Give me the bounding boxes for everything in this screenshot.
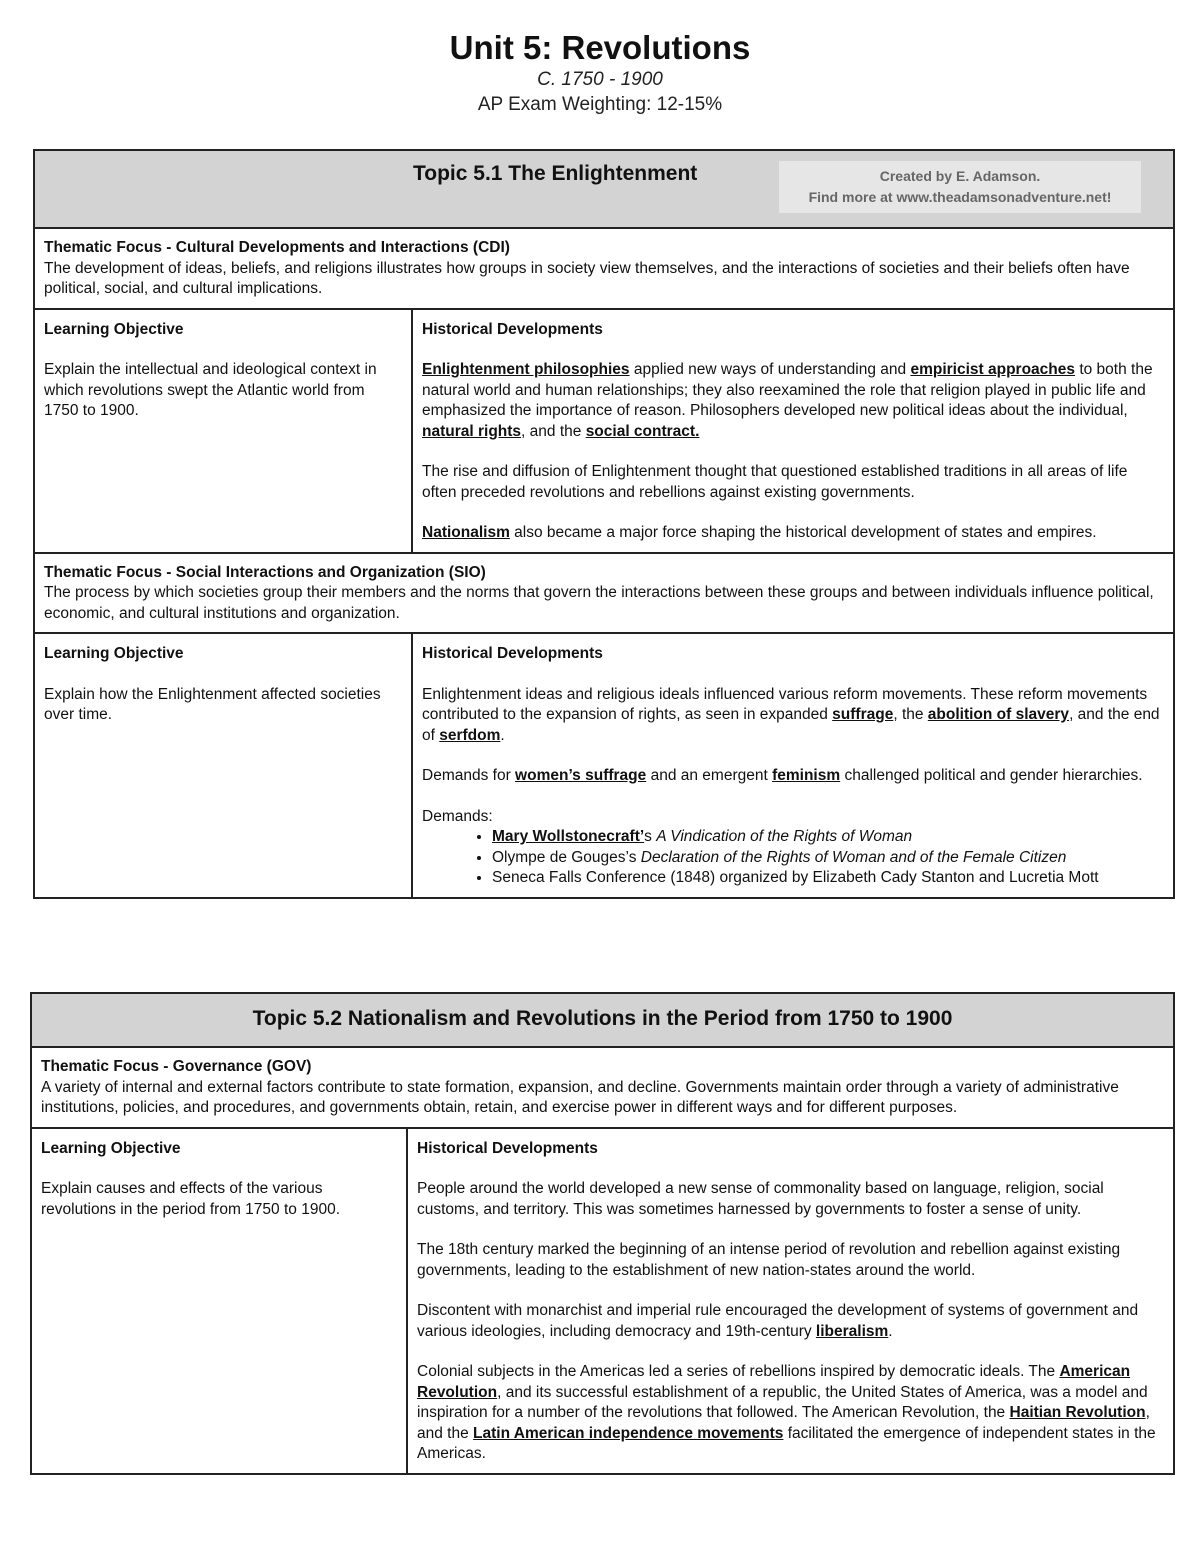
development-paragraph: The rise and diffusion of Enlightenment thought that questioned established traditions in all areas of life often preceded revolutions and rebellions against existing governments.: [422, 463, 1128, 501]
thematic-focus-text: A variety of internal and external factors contribute to state formation, expansion, and decline. Governments maintain order through a variety of administrative institutions, policies, and procedures, and governments obtain, retain, and exercise power in different ways and for different purposes.: [41, 1078, 1119, 1116]
thematic-focus-title: Thematic Focus - Social Interactions and Organization (SIO): [44, 563, 486, 581]
key-term: suffrage: [832, 706, 894, 723]
demands-list: [422, 827, 1164, 889]
key-term: women’s suffrage: [515, 767, 647, 784]
work-title: Declaration of the Rights of Woman and of the Female Citizen: [640, 848, 1067, 866]
key-term: feminism: [772, 767, 841, 784]
topic-5-2-table: [30, 992, 1175, 1475]
thematic-focus-sio: [34, 553, 1174, 634]
learning-objective-cell: [31, 1128, 407, 1474]
thematic-focus-title: Thematic Focus - Cultural Developments and Interactions (CDI): [44, 239, 510, 256]
key-term: natural rights: [422, 422, 522, 440]
historical-developments-label: Historical Developments: [422, 645, 603, 662]
key-term: Latin American independence movements: [473, 1424, 784, 1442]
topic-5-1-header: [34, 150, 1174, 228]
learning-objective-label: Learning Objective: [44, 645, 184, 662]
list-item: • Seneca Falls Conference (1848) organized by Elizabeth Cady Stanton and Lucretia Mott: [492, 868, 1164, 889]
topic-5-1-table: [33, 149, 1175, 899]
learning-objective-text: Explain how the Enlightenment affected societies over time.: [44, 685, 381, 723]
development-paragraph: Demands for women’s suffrage and an emergent feminism challenged political and gender hierarchies.: [422, 767, 1143, 784]
thematic-focus-cdi: [34, 228, 1174, 309]
topic-5-2-header: [31, 993, 1174, 1047]
key-term: Mary Wollstonecraft’: [492, 828, 645, 845]
credit-author: Created by E. Adamson.: [879, 168, 1041, 184]
key-term: serfdom: [439, 726, 501, 744]
development-paragraph: Enlightenment ideas and religious ideals influenced various reform movements. These reform movements contributed to the expansion of rights, as seen in expanded suffrage, the abolition of slavery, and the end of serfdom.: [422, 685, 1160, 744]
development-paragraph: Discontent with monarchist and imperial rule encouraged the development of systems of government and various ideologies, including democracy and 19th-century liberalism.: [417, 1302, 1139, 1340]
credit-website: Find more at www.theadamsonadventure.net!: [808, 189, 1112, 205]
thematic-focus-text: The process by which societies group their members and the norms that govern the interactions between these groups and between individuals influence political, economic, and cultural institutions and organization.: [44, 584, 1154, 622]
learning-objective-cell: [34, 309, 412, 553]
exam-weighting: AP Exam Weighting: 12-15%: [477, 94, 723, 115]
key-term: Nationalism: [422, 524, 510, 541]
demands-label: Demands:: [422, 807, 493, 825]
credit-box: [779, 161, 1141, 213]
key-term: liberalism: [815, 1322, 889, 1340]
thematic-focus-text: The development of ideas, beliefs, and religions illustrates how groups in society view themselves, and the interactions of societies and their beliefs often have political, social, and cultural implications.: [44, 259, 1130, 297]
list-item: • Mary Wollstonecraft’s A Vindication of the Rights of Woman: [492, 827, 1164, 848]
thematic-focus-title: Thematic Focus - Governance (GOV): [41, 1058, 312, 1075]
key-term: Haitian Revolution: [1009, 1404, 1146, 1421]
work-title: A Vindication of the Rights of Woman: [656, 828, 913, 845]
historical-developments-cell: [412, 309, 1174, 553]
learning-objective-label: Learning Objective: [41, 1139, 181, 1157]
historical-developments-cell: [407, 1128, 1174, 1474]
learning-objective-text: Explain the intellectual and ideological context in which revolutions swept the Atlantic world from 1750 to 1900.: [44, 361, 377, 419]
topic-5-1-title: Topic 5.1 The Enlightenment: [413, 162, 698, 185]
topic-5-2-title: Topic 5.2 Nationalism and Revolutions in the Period from 1750 to 1900: [252, 1006, 953, 1030]
key-term: American Revolution: [417, 1363, 1131, 1401]
learning-objective-text: Explain causes and effects of the various revolutions in the period from 1750 to 1900.: [41, 1180, 340, 1218]
development-paragraph: People around the world developed a new sense of commonality based on language, religion, social customs, and territory. This was sometimes harnessed by governments to foster a sense of unity.: [417, 1180, 1104, 1218]
key-term: Enlightenment philosophies: [422, 361, 630, 378]
development-paragraph: Colonial subjects in the Americas led a series of rebellions inspired by democratic ideals. The American Revolution, and its successful establishment of a republic, the United States of America, was a model and inspiration for a number of the revolutions that followed. The American Revolution, the Haitian Revolution, and the Latin American independence movements facilitated the emergence of independent states in the Americas.: [417, 1363, 1156, 1462]
list-item: • Olympe de Gouges’s Declaration of the Rights of Woman and of the Female Citizen: [492, 848, 1164, 869]
learning-objective-label: Learning Objective: [44, 320, 184, 338]
historical-developments-label: Historical Developments: [417, 1139, 598, 1157]
date-range: C. 1750 - 1900: [537, 69, 663, 90]
learning-objective-cell: [34, 633, 412, 898]
page-title: Unit 5: Revolutions: [449, 29, 751, 66]
development-paragraph: The 18th century marked the beginning of an intense period of revolution and rebellion against existing governments, leading to the establishment of new nation-states around the world.: [417, 1241, 1121, 1279]
key-term: social contract.: [585, 422, 700, 440]
historical-developments-label: Historical Developments: [422, 320, 603, 338]
thematic-focus-gov: [31, 1047, 1174, 1128]
historical-developments-cell: [412, 633, 1174, 898]
development-paragraph: Nationalism also became a major force shaping the historical development of states and empires.: [422, 524, 1097, 541]
key-term: empiricist approaches: [910, 361, 1076, 378]
key-term: abolition of slavery: [927, 706, 1070, 723]
page-header: [0, 28, 1200, 118]
development-paragraph: Enlightenment philosophies applied new ways of understanding and empiricist approaches to both the natural world and human relationships; they also reexamined the role that religion played in public life and emphasized the importance of reason. Philosophers developed new political ideas about the individual, natural rights, and the social contract.: [422, 361, 1153, 440]
